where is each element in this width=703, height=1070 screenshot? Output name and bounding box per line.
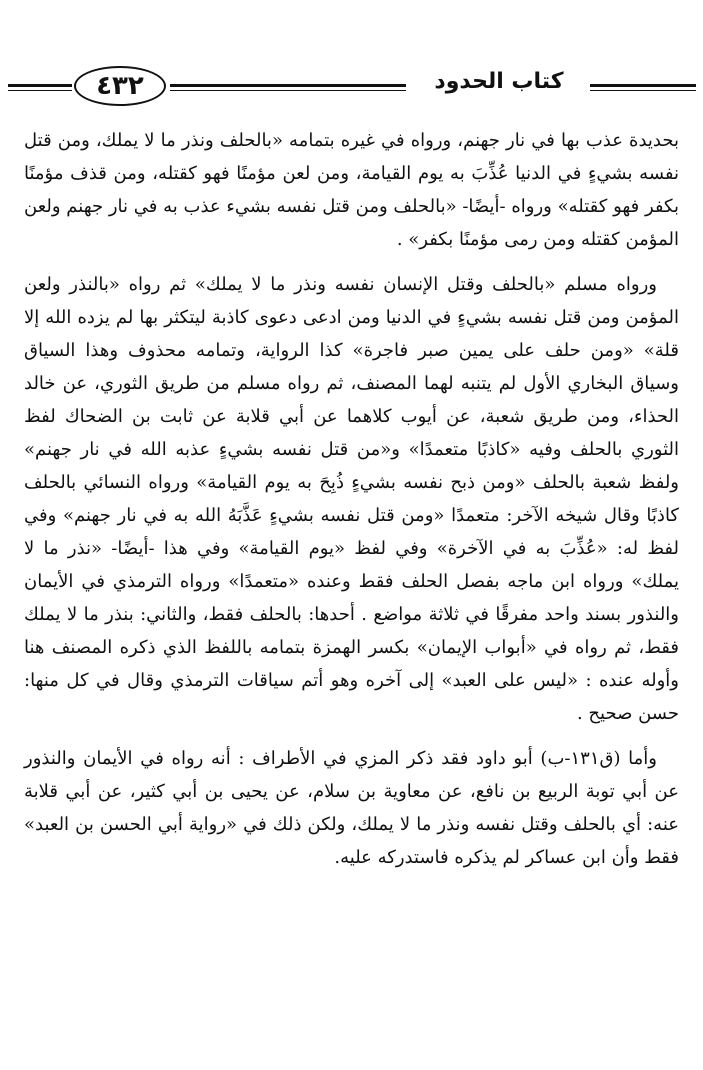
page-header: [0, 62, 703, 114]
paragraph-gap: [24, 730, 679, 742]
page-number: ٤٣٢: [74, 66, 166, 106]
paragraph-1: بحديدة عذب بها في نار جهنم، ورواه في غيره بتمامه «بالحلف ونذر ما لا يملك، ومن قتل نفسه بشيءٍ في الدنيا عُذِّبَ به يوم القيامة، ومن لعن مؤمنًا فهو كقتله، ومن قذف مؤمنًا بكفر فهو كقتله» ورواه -أيضًا- «بالحلف ومن قتل نفسه بشيء عذب به في نار جهنم ولعن المؤمن كقتله ومن رمى مؤمنًا بكفر» .: [24, 130, 679, 250]
paragraph-2: ورواه مسلم «بالحلف وقتل الإنسان نفسه ونذر ما لا يملك» ثم رواه «بالنذر ولعن المؤمن ومن قتل نفسه بشيءٍ في الدنيا ومن ادعى دعوى كاذبة ليتكثر بها لم يزده الله إلا قلة» «ومن حلف على يمين صبر فاجرة» كذا الرواية، وتمامه محذوف وهذا السياق وسياق البخاري الأول لم يتنبه لهما المصنف، ثم رواه مسلم من طريق الثوري، عن خالد الحذاء، ومن طريق شعبة، عن أيوب كلاهما عن أبي قلابة عن ثابت بن الضحاك لفظ الثوري بالحلف وفيه «كاذبًا متعمدًا» و«من قتل نفسه بشيءٍ عذبه الله في نار جهنم» ولفظ شعبة بالحلف «ومن ذبح نفسه بشيءٍ ذُبِحَ به يوم القيامة» ورواه النسائي بالحلف كاذبًا وقال شيخه الآخر: متعمدًا «ومن قتل نفسه بشيءٍ عَذَّبَهُ الله به في نار جهنم» وفي لفظ له: «عُذِّبَ به في الآخرة» وفي لفظ «يوم القيامة» وفي هذا -أيضًا- «نذر ما لا يملك» ورواه ابن ماجه بفصل الحلف فقط وعنده «متعمدًا» ورواه الترمذي في الأيمان والنذور بسند واحد مفرقًا في ثلاثة مواضع . أحدها: بالحلف فقط، والثاني: بنذر ما لا يملك فقط، ثم رواه في «أبواب الإيمان» بكسر الهمزة بتمامه باللفظ الذي ذكره المصنف هنا وأوله عنده : «ليس على العبد» إلى آخره وهو أتم سياقات الترمذي وقال في كل منها: حسن صحيح .: [24, 274, 679, 724]
header-rule-right: [590, 84, 696, 91]
paragraph-3: وأما (ق١٣١-ب) أبو داود فقد ذكر المزي في الأطراف : أنه رواه في الأيمان والنذور عن أبي توبة الربيع بن نافع، عن معاوية بن سلام، عن يحيى بن أبي كثير، عن أبي قلابة عنه: أي بالحلف وقتل نفسه ونذر ما لا يملك، ولكن ذلك في «رواية أبي الحسن بن العبد» فقط وأن ابن عساكر لم يذكره فاستدركه عليه.: [24, 748, 679, 868]
paragraph-gap: [24, 256, 679, 268]
header-rule-left: [8, 84, 72, 91]
header-rule-middle: [170, 84, 406, 91]
page-body: [24, 124, 679, 874]
running-title: كتاب الحدود: [434, 69, 564, 94]
